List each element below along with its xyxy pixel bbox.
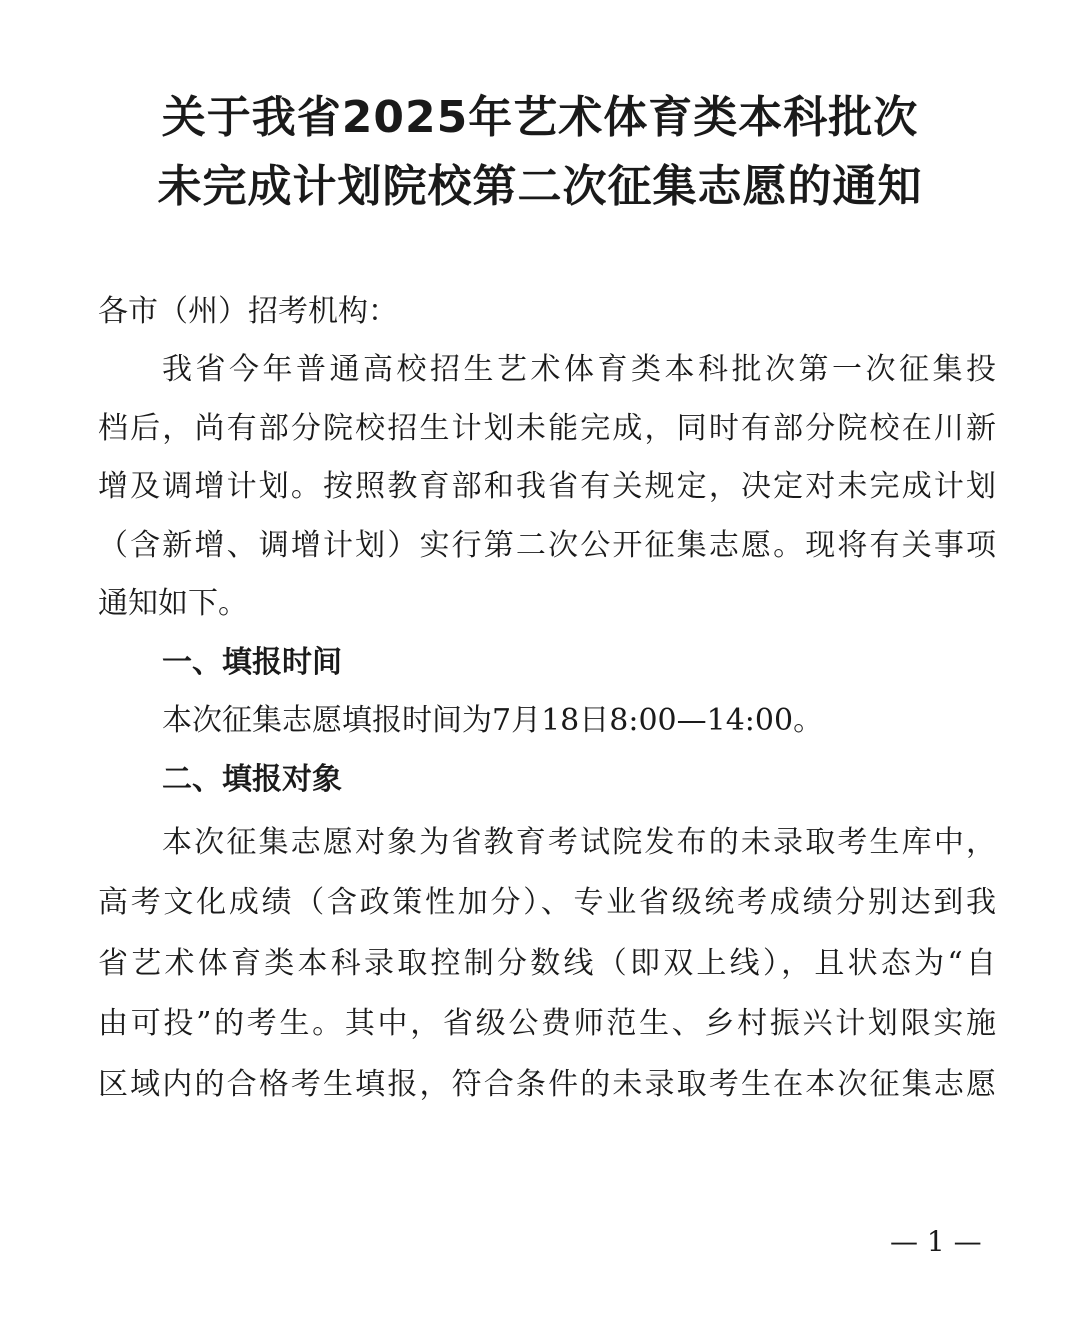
page-number: — 1 —: [890, 1225, 982, 1258]
salutation: 各市（州）招考机构：: [98, 294, 398, 329]
section2-line-4: 由可投”的考生。其中，省级公费师范生、乡村振兴计划限实施: [98, 1006, 996, 1041]
section2-line-1: 本次征集志愿对象为省教育考试院发布的未录取考生库中，: [162, 825, 996, 860]
body-line-4: （含新增、调增计划）实行第二次公开征集志愿。现将有关事项: [98, 528, 996, 563]
section1-text: 本次征集志愿填报时间为7月18日8:00—14:00。: [162, 703, 824, 738]
section1-heading: 一、填报时间: [162, 645, 342, 680]
body-line-2: 档后，尚有部分院校招生计划未能完成，同时有部分院校在川新: [98, 411, 996, 446]
document-title-line-1: 关于我省2025年艺术体育类本科批次: [161, 92, 919, 143]
document-title-line-2: 未完成计划院校第二次征集志愿的通知: [157, 161, 923, 212]
body-line-3: 增及调增计划。按照教育部和我省有关规定，决定对未完成计划: [98, 469, 996, 504]
body-line-5: 通知如下。: [98, 586, 248, 621]
section2-line-5: 区域内的合格考生填报，符合条件的未录取考生在本次征集志愿: [98, 1067, 996, 1102]
section2-heading: 二、填报对象: [162, 762, 342, 797]
body-line-1: 我省今年普通高校招生艺术体育类本科批次第一次征集投: [162, 352, 996, 387]
section2-line-2: 高考文化成绩（含政策性加分）、专业省级统考成绩分别达到我: [98, 885, 996, 920]
section2-line-3: 省艺术体育类本科录取控制分数线（即双上线），且状态为“自: [98, 946, 996, 981]
